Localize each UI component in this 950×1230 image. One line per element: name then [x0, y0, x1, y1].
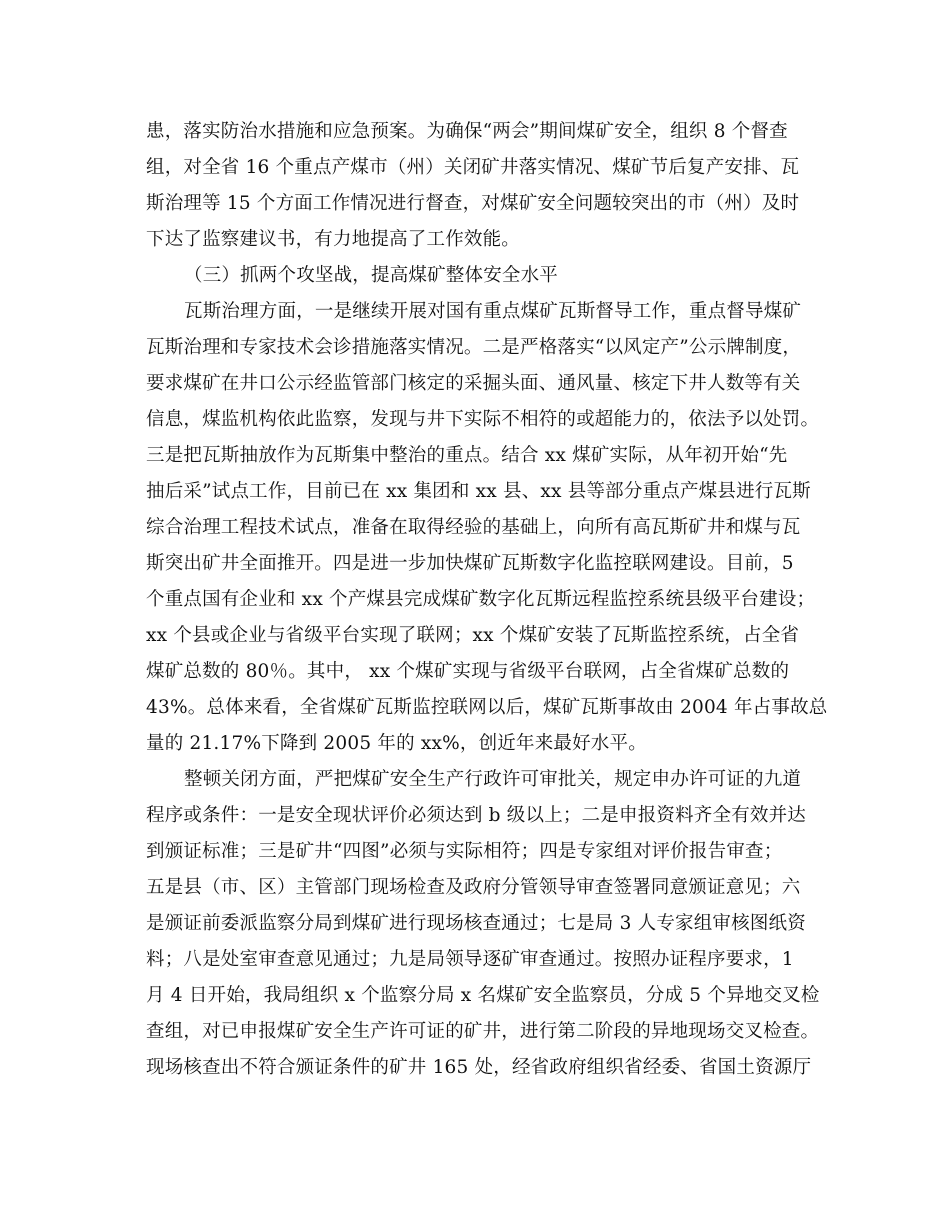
- body-text-line: 三是把瓦斯抽放作为瓦斯集中整治的重点。结合 xx 煤矿实际，从年初开始“先: [146, 445, 788, 466]
- body-text-line: 五是县（市、区）主管部门现场检查及政府分管领导审查签署同意颁证意见；六: [146, 877, 801, 898]
- body-text-line: 抽后采”试点工作，目前已在 xx 集团和 xx 县、xx 县等部分重点产煤县进行瓦斯: [146, 481, 811, 502]
- body-text-line: 查组，对已申报煤矿安全生产许可证的矿井，进行第二阶段的异地现场交叉检查。: [146, 1021, 820, 1042]
- body-text-line: 下达了监察建议书，有力地提高了工作效能。: [146, 229, 521, 250]
- body-text-line: 程序或条件：一是安全现状评价必须达到 b 级以上；二是申报资料齐全有效并达: [146, 805, 807, 826]
- paragraph-start-line: 整顿关闭方面，严把煤矿安全生产行政许可审批关，规定申办许可证的九道: [184, 769, 802, 790]
- body-text-line: 组，对全省 16 个重点产煤市（州）关闭矿井落实情况、煤矿节后复产安排、瓦: [146, 157, 800, 178]
- body-text-line: 到颁证标准；三是矿井“四图”必须与实际相符；四是专家组对评价报告审查；: [146, 841, 783, 862]
- body-text-line: 信息，煤监机构依此监察，发现与井下实际不相符的或超能力的，依法予以处罚。: [146, 409, 820, 430]
- body-text-line: 月 4 日开始，我局组织 x 个监察分局 x 名煤矿安全监察员，分成 5 个异地交叉检: [146, 985, 820, 1006]
- paragraph-start-line: 瓦斯治理方面，一是继续开展对国有重点煤矿瓦斯督导工作，重点督导煤矿: [184, 301, 802, 322]
- body-text-line: 煤矿总数的 80％。其中， xx 个煤矿实现与省级平台联网，占全省煤矿总数的: [146, 661, 790, 682]
- body-text-line: 综合治理工程技术试点，准备在取得经验的基础上，向所有高瓦斯矿井和煤与瓦: [146, 517, 801, 538]
- body-text-line: 个重点国有企业和 xx 个产煤县完成煤矿数字化瓦斯远程监控系统县级平台建设；: [146, 589, 816, 610]
- body-text-line: 瓦斯治理和专家技术会诊措施落实情况。二是严格落实“以风定产”公示牌制度，: [146, 337, 802, 358]
- body-text-line: 43%。总体来看，全省煤矿瓦斯监控联网以后，煤矿瓦斯事故由 2004 年占事故总: [146, 697, 828, 718]
- body-text-line: 料；八是处室审查意见通过；九是局领导逐矿审查通过。按照办证程序要求，1: [146, 949, 794, 970]
- body-text-line: 斯突出矿井全面推开。四是进一步加快煤矿瓦斯数字化监控联网建设。目前，5: [146, 553, 794, 574]
- body-text-line: 患，落实防治水措施和应急预案。为确保“两会”期间煤矿安全，组织 8 个督查: [146, 121, 788, 142]
- body-text-line: 量的 21.17%下降到 2005 年的 xx%，创近年来最好水平。: [146, 733, 647, 754]
- section-heading: （三）抓两个攻坚战，提高煤矿整体安全水平: [184, 265, 559, 286]
- body-text-line: 是颁证前委派监察分局到煤矿进行现场核查通过；七是局 3 人专家组审核图纸资: [146, 913, 806, 934]
- body-text-line: 斯治理等 15 个方面工作情况进行督查，对煤矿安全问题较突出的市（州）及时: [146, 193, 800, 214]
- body-text-line: 现场核查出不符合颁证条件的矿井 165 处，经省政府组织省经委、省国土资源厅: [146, 1057, 812, 1078]
- body-text-line: 要求煤矿在井口公示经监管部门核定的采掘头面、通风量、核定下井人数等有关: [146, 373, 801, 394]
- body-text-line: xx 个县或企业与省级平台实现了联网；xx 个煤矿安装了瓦斯监控系统，占全省: [146, 625, 800, 646]
